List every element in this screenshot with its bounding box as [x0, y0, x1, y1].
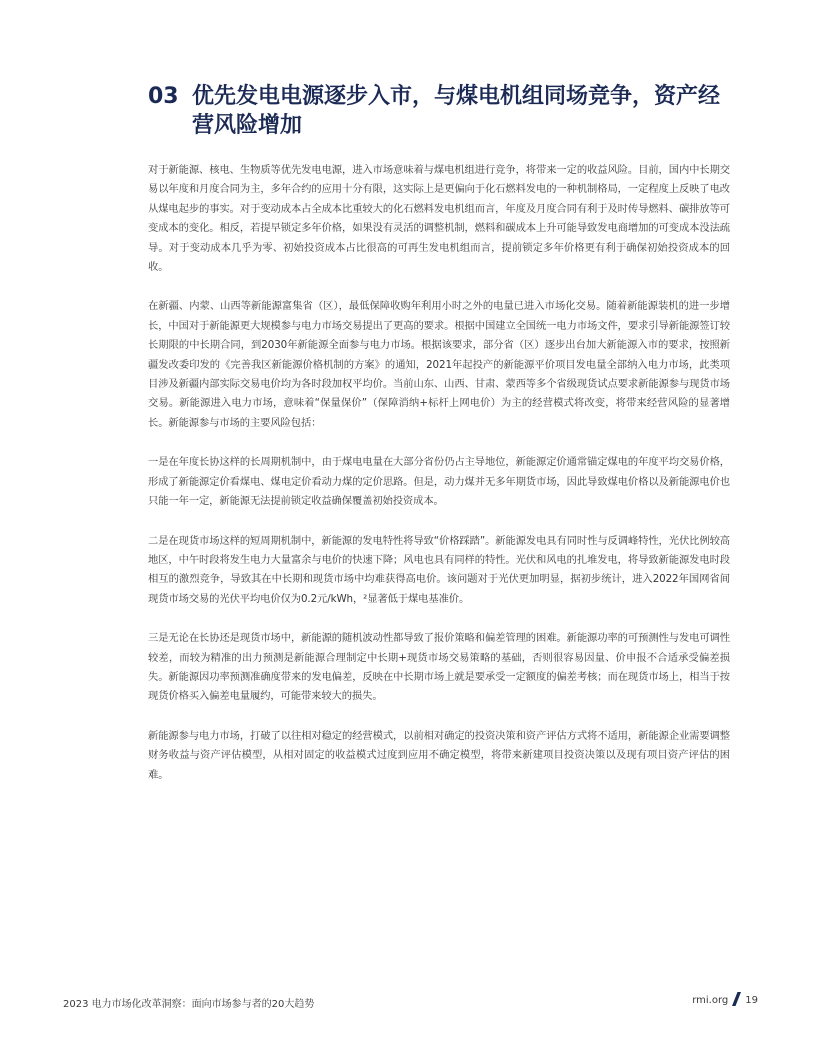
paragraph-4: 二是在现货市场这样的短周期机制中，新能源的发电特性将导致“价格踩踏”。新能源发电具有同时性与反调峰特性，光伏比例较高地区，中午时段将发生电力大量富余与电价的快速下降；风电也具有同样的特性。光伏和风电的扎堆发电，将导致新能源发电时段相互的激烈竞争，导致其在中长期和现货市场中均难获得高电价。该问题对于光伏更加明显，据初步统计，进入2022年国网省间现货市场交易的光伏平均电价仅为0.2元/kWh，²显著低于煤电基准价。 [148, 534, 730, 605]
section-heading [148, 82, 748, 140]
footer-page-info [692, 992, 758, 1009]
section-title: 优先发电电源逐步入市，与煤电机组同场竞争，资产经营风险增加 [192, 84, 721, 138]
paragraph-6: 新能源参与电力市场，打破了以往相对稳定的经营模式，以前相对确定的投资决策和资产评估方式将不适用，新能源企业需要调整财务收益与资产评估模型，从相对固定的收益模式过度到应用不确定模型，将带来新建项目投资决策以及现有项目资产评估的困难。 [148, 729, 730, 781]
body-text [148, 161, 730, 805]
page-number: 19 [745, 995, 758, 1006]
paragraph-5: 三是无论在长协还是现货市场中，新能源的随机波动性都导致了报价策略和偏差管理的困难。新能源功率的可预测性与发电可调性较差，而较为精准的出力预测是新能源合理制定中长期+现货市场交易策略的基础，否则很容易因量、价申报不合适承受偏差损失。新能源因功率预测准确度带来的发电偏差，反映在中长期市场上就是要承受一定额度的偏差考核；而在现货市场上，相当于按现货价格买入偏差电量履约，可能带来较大的损失。 [148, 632, 730, 703]
paragraph-3: 一是在年度长协这样的长周期机制中，由于煤电电量在大部分省份仍占主导地位，新能源定价通常锚定煤电的年度平均交易价格，形成了新能源定价看煤电、煤电定价看动力煤的定价思路。但是，动力煤并无多年期货市场，因此导致煤电价格以及新能源电价也只能一年一定，新能源无法提前锁定收益确保覆盖初始投资成本。 [148, 456, 730, 508]
slash-icon [732, 992, 741, 1009]
section-number: 03 [148, 84, 179, 109]
paragraph-1: 对于新能源、核电、生物质等优先发电电源，进入市场意味着与煤电机组进行竞争，将带来一定的收益风险。目前，国内中长期交易以年度和月度合同为主，多年合约的应用十分有限，这实际上是更偏向于化石燃料发电的一种机制格局，一定程度上反映了电改从煤电起步的事实。对于变动成本占全成本比重较大的化石燃料发电机组而言，年度及月度合同有利于及时传导燃料、碳排放等可变成本的变化。相反，若提早锁定多年价格，如果没有灵活的调整机制，燃料和碳成本上升可能导致发电商增加的可变成本没法疏导。对于变动成本几乎为零、初始投资成本占比很高的可再生发电机组而言，提前锁定多年价格更有利于确保初始投资成本的回收。 [148, 164, 730, 274]
paragraph-2: 在新疆、内蒙、山西等新能源富集省（区），最低保障收购年利用小时之外的电量已进入市场化交易。随着新能源装机的进一步增长，中国对于新能源更大规模参与电力市场交易提出了更高的要求。根据中国建立全国统一电力市场文件，要求引导新能源签订较长期限的中长期合同，到2030年新能源全面参与电力市场。根据该要求，部分省（区）逐步出台加大新能源入市的要求，按照新疆发改委印发的《完善我区新能源价格机制的方案》的通知，2021年起投产的新能源平价项目发电量全部纳入电力市场，此类项目涉及新疆内部实际交易电价均为各时段加权平均价。当前山东、山西、甘肃、蒙西等多个省级现货试点要求新能源参与现货市场交易。新能源进入电力市场，意味着“保量保价”（保障消纳+标杆上网电价）为主的经营模式将改变，将带来经营风险的显著增长。新能源参与市场的主要风险包括： [148, 300, 730, 429]
footer-site-link[interactable]: rmi.org [692, 995, 729, 1006]
footer-report-title: 2023 电力市场化改革洞察：面向市场参与者的20大趋势 [63, 999, 315, 1010]
